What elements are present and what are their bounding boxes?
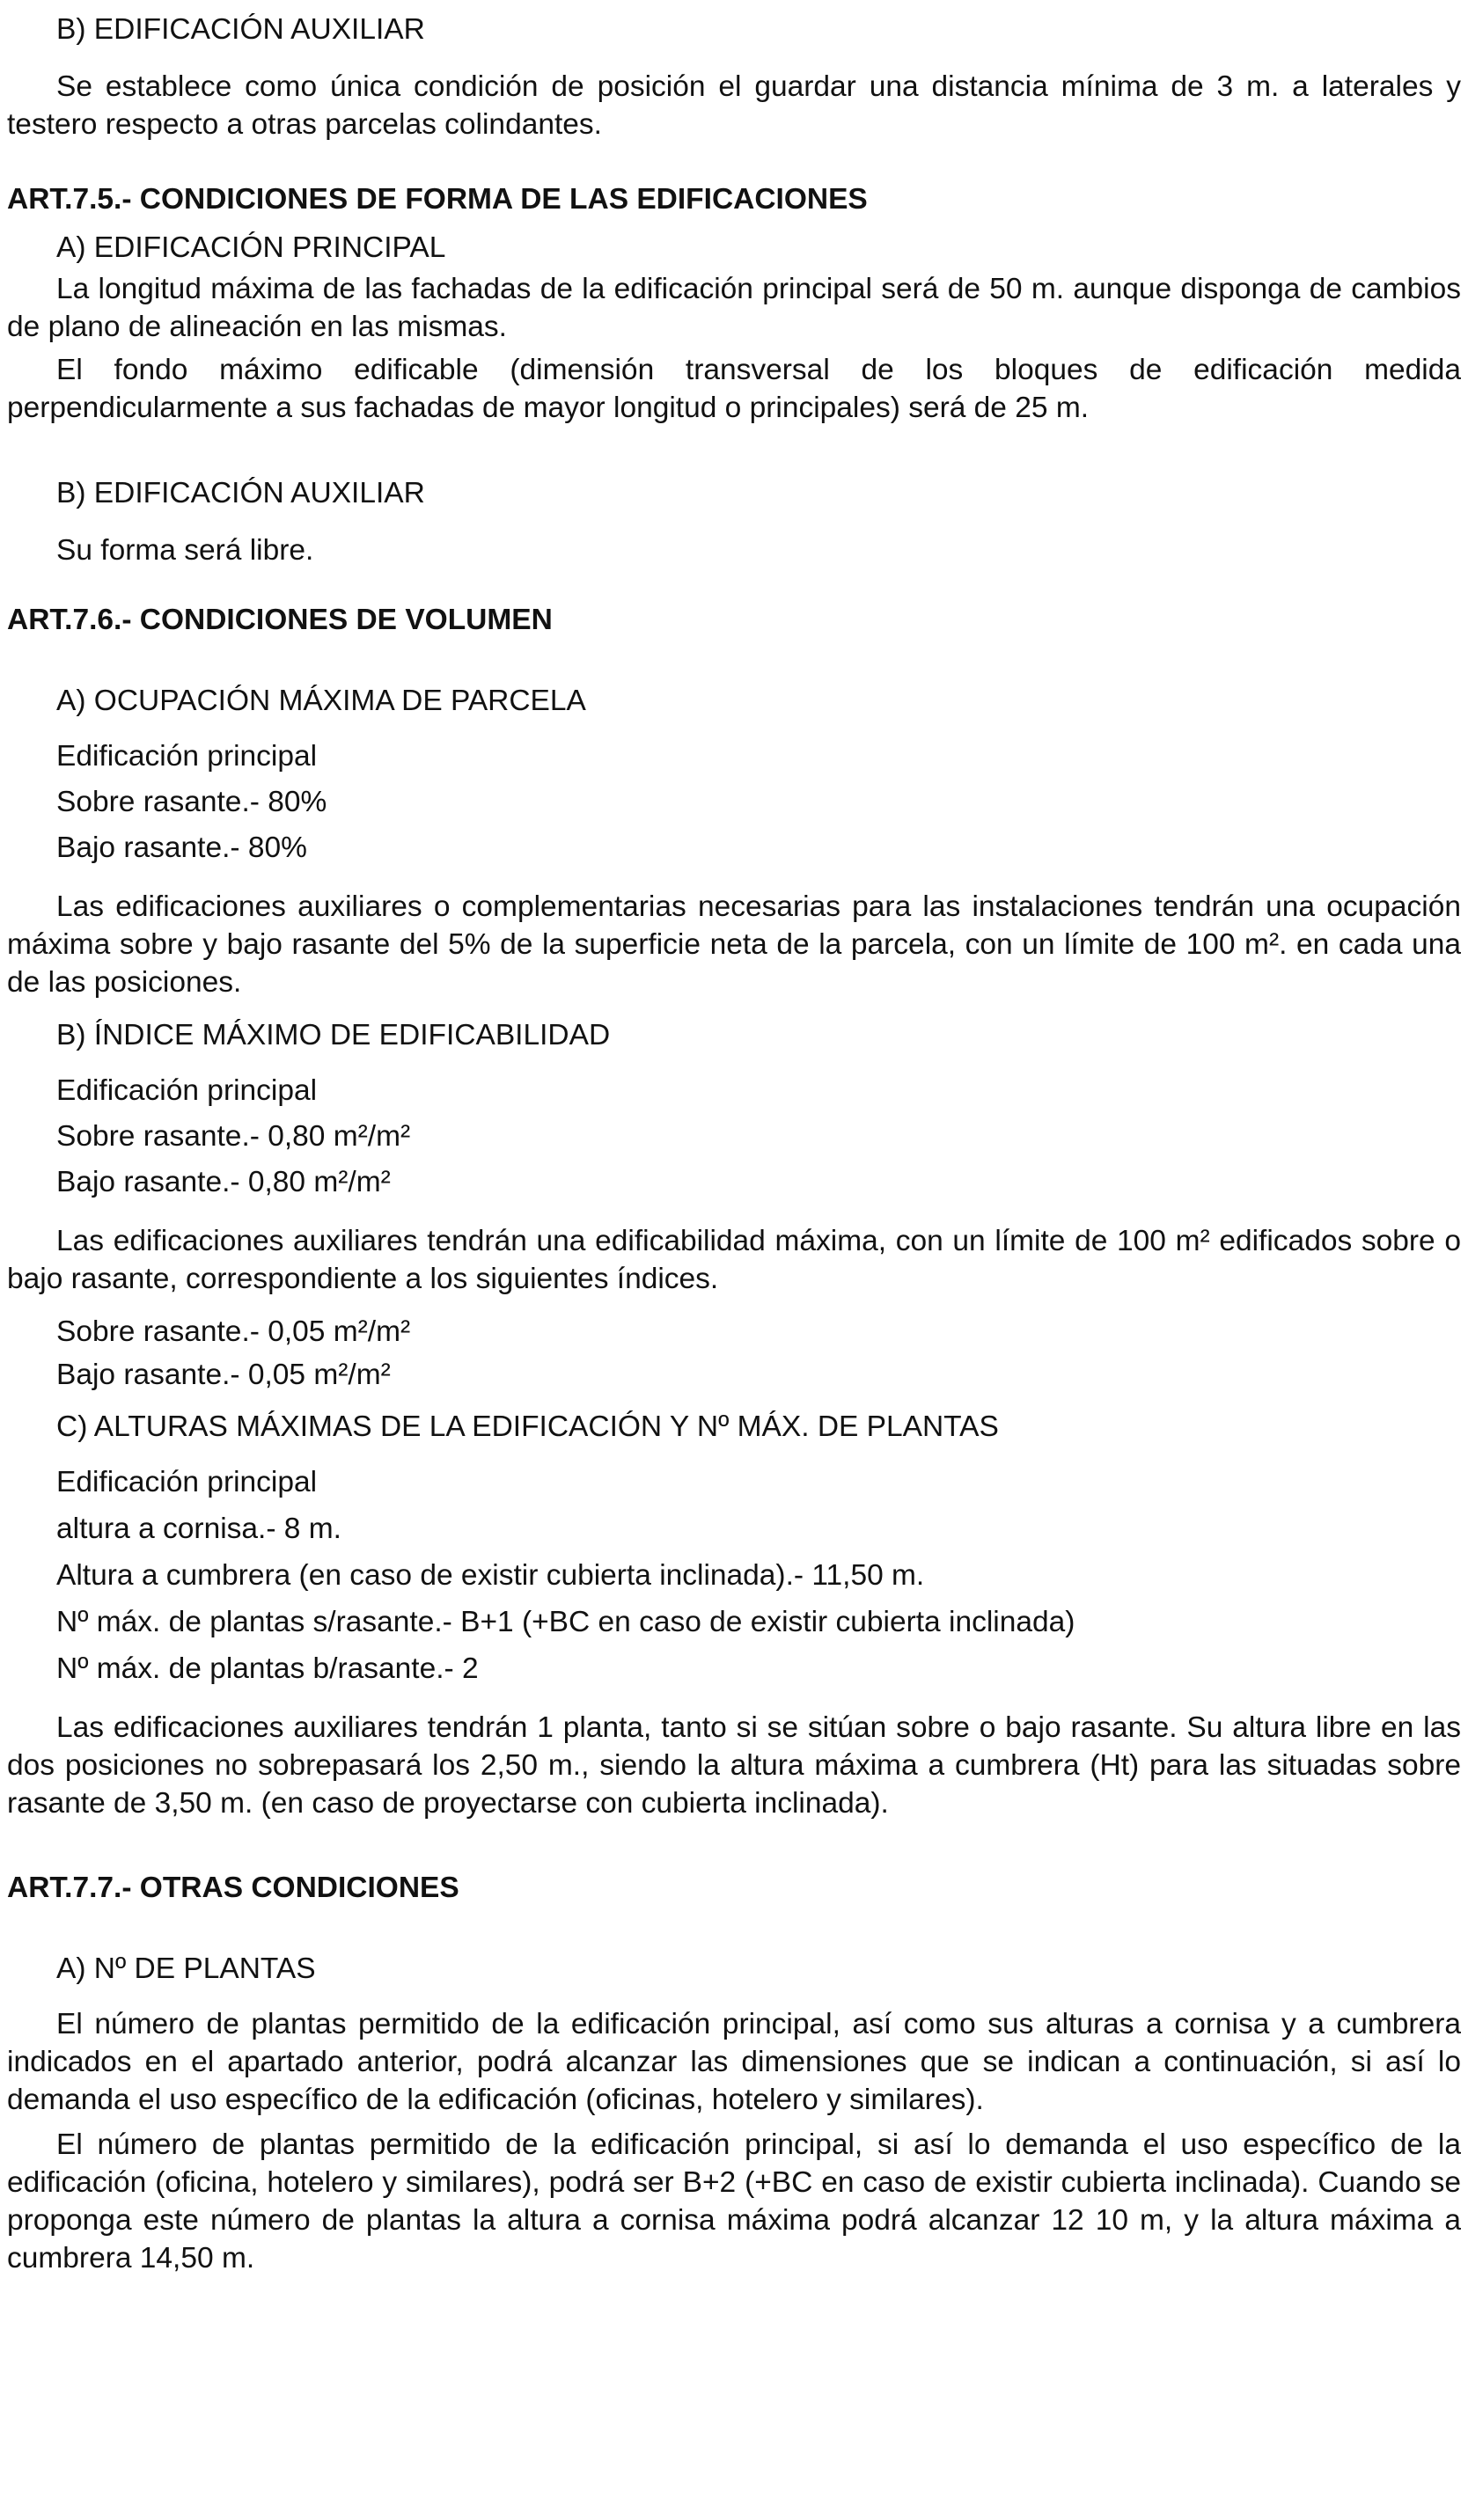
- subheading-ocupacion-maxima: A) OCUPACIÓN MÁXIMA DE PARCELA: [56, 685, 586, 717]
- list-item: Edificación principal: [56, 1466, 318, 1498]
- list-indices-auxiliares: [7, 1313, 1461, 1394]
- subheading-edificacion-principal: A) EDIFICACIÓN PRINCIPAL: [56, 231, 446, 264]
- subheading-edificacion-auxiliar-forma: B) EDIFICACIÓN AUXILIAR: [56, 477, 425, 509]
- heading-art-7-6: ART.7.6.- CONDICIONES DE VOLUMEN: [7, 604, 553, 636]
- paragraph-edificabilidad-auxiliares: Las edificaciones auxiliares tendrán una edificabilidad máxima, con un límite de 100 m² edificados sobre o bajo rasante, correspondiente a los siguientes índices.: [7, 1225, 1461, 1295]
- subheading-edificacion-auxiliar: B) EDIFICACIÓN AUXILIAR: [56, 13, 425, 46]
- subheading-alturas-maximas: C) ALTURAS MÁXIMAS DE LA EDIFICACIÓN Y Nº MÁX. DE PLANTAS: [56, 1410, 999, 1443]
- paragraph-numero-plantas-2: El número de plantas permitido de la edificación principal, si así lo demanda el uso específico de la edificación (oficina, hotelero y similares), podrá ser B+2 (+BC en caso de existir cubierta inclinada). Cuando se proponga este número de plantas la altura a cornisa máxima podrá alcanzar 12 10 m, y la altura máxima a cumbrera 14,50 m.: [7, 2128, 1461, 2275]
- list-item: Bajo rasante.- 0,80 m²/m²: [56, 1166, 391, 1198]
- heading-art-7-5: ART.7.5.- CONDICIONES DE FORMA DE LAS EDIFICACIONES: [7, 183, 868, 216]
- list-ocupacion: [7, 737, 1461, 867]
- list-item: Edificación principal: [56, 740, 318, 773]
- list-item: Edificación principal: [56, 1074, 318, 1107]
- list-item: Nº máx. de plantas s/rasante.- B+1 (+BC en caso de existir cubierta inclinada): [56, 1606, 1075, 1638]
- list-item: Bajo rasante.- 0,05 m²/m²: [56, 1359, 391, 1391]
- subheading-numero-plantas: A) Nº DE PLANTAS: [56, 1952, 316, 1985]
- list-item: Bajo rasante.- 80%: [56, 831, 307, 864]
- list-alturas: [7, 1463, 1461, 1688]
- paragraph-posicion-auxiliar: Se establece como única condición de posición el guardar una distancia mínima de 3 m. a laterales y testero respecto a otras parcelas colindantes.: [7, 70, 1461, 141]
- list-edificabilidad: [7, 1072, 1461, 1201]
- list-item: Altura a cumbrera (en caso de existir cubierta inclinada).- 11,50 m.: [56, 1559, 925, 1592]
- list-item: altura a cornisa.- 8 m.: [56, 1513, 341, 1545]
- subheading-indice-edificabilidad: B) ÍNDICE MÁXIMO DE EDIFICABILIDAD: [56, 1019, 611, 1051]
- line-forma-libre: Su forma será libre.: [56, 534, 314, 567]
- paragraph-fondo-maximo: El fondo máximo edificable (dimensión transversal de los bloques de edificación medida perpendicularmente a sus fachadas de mayor longitud o principales) será de 25 m.: [7, 354, 1461, 424]
- list-item: Nº máx. de plantas b/rasante.- 2: [56, 1652, 479, 1685]
- paragraph-plantas-auxiliares: Las edificaciones auxiliares tendrán 1 planta, tanto si se sitúan sobre o bajo rasante. Su altura libre en las dos posiciones no sobrepasará los 2,50 m., siendo la altura máxima a cumbrera (Ht) para las situadas sobre rasante de 3,50 m. (en caso de proyectarse con cubierta inclinada).: [7, 1711, 1461, 1820]
- paragraph-numero-plantas-1: El número de plantas permitido de la edificación principal, así como sus alturas a cornisa y a cumbrera indicados en el apartado anterior, podrá alcanzar las dimensiones que se indican a continuación, si así lo demanda el uso específico de la edificación (oficinas, hotelero y similares).: [7, 2008, 1461, 2116]
- list-item: Sobre rasante.- 0,05 m²/m²: [56, 1315, 411, 1348]
- heading-art-7-7: ART.7.7.- OTRAS CONDICIONES: [7, 1872, 459, 1904]
- paragraph-ocupacion-auxiliares: Las edificaciones auxiliares o complementarias necesarias para las instalaciones tendrán una ocupación máxima sobre y bajo rasante del 5% de la superficie neta de la parcela, con un límite de 100 m². en cada una de las posiciones.: [7, 890, 1461, 999]
- list-item: Sobre rasante.- 0,80 m²/m²: [56, 1120, 411, 1153]
- paragraph-longitud-fachadas: La longitud máxima de las fachadas de la edificación principal será de 50 m. aunque disponga de cambios de plano de alineación en las mismas.: [7, 273, 1461, 343]
- list-item: Sobre rasante.- 80%: [56, 786, 327, 818]
